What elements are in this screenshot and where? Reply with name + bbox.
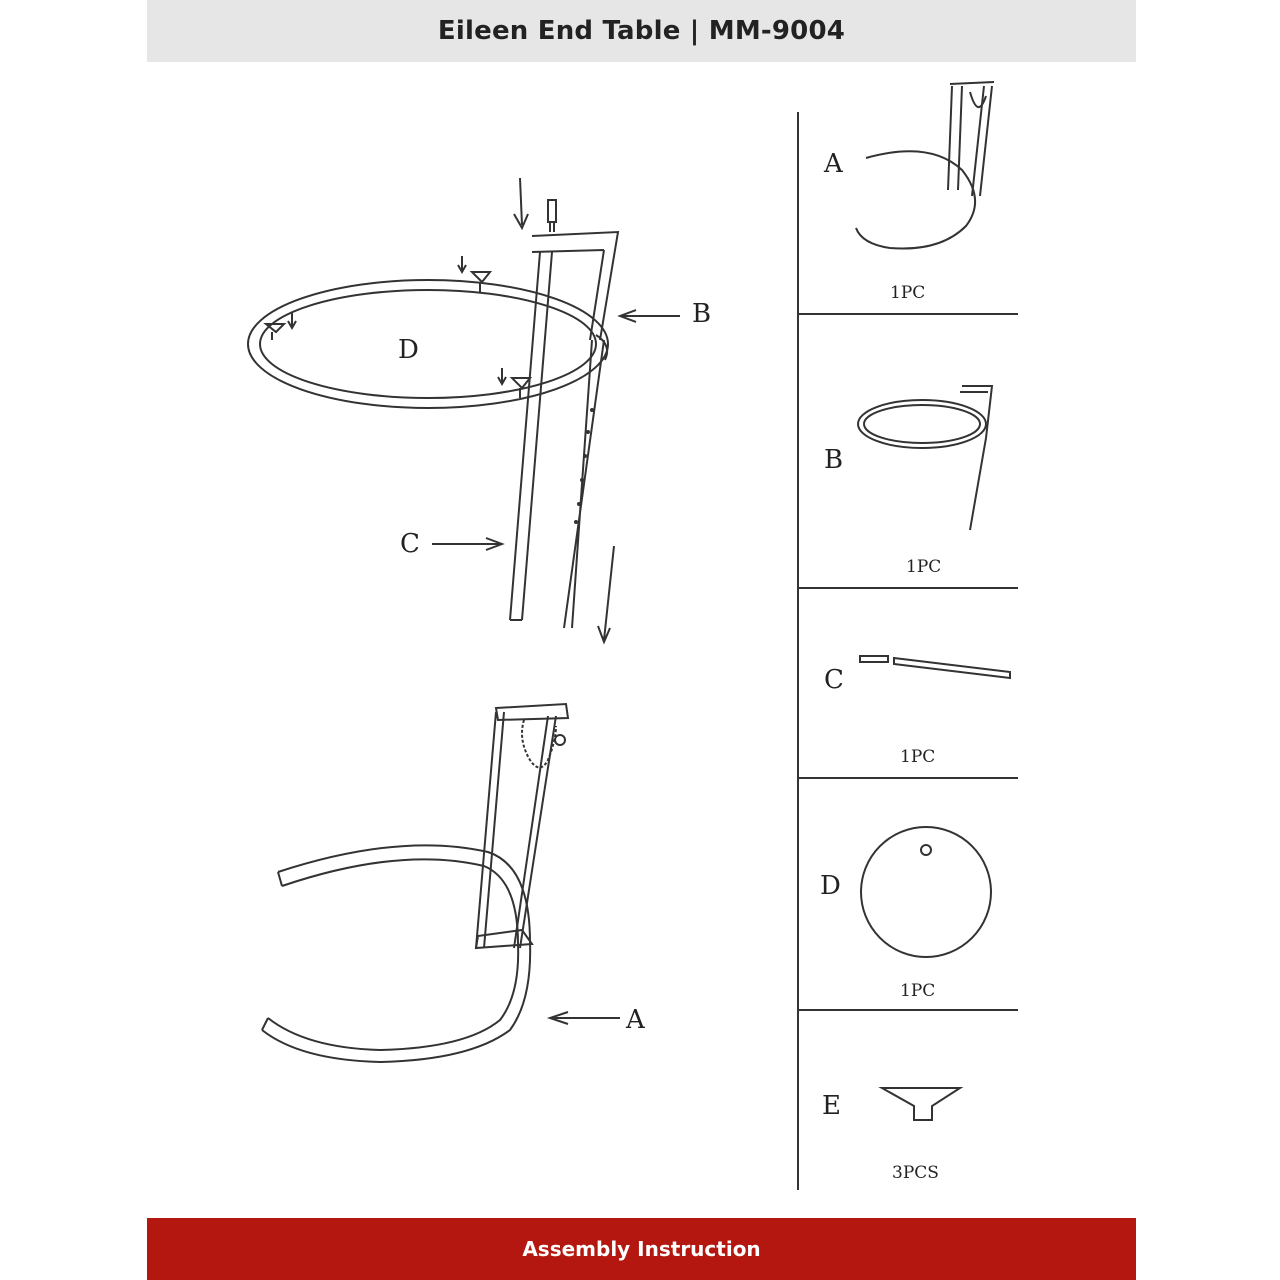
part-e-cup: [882, 1088, 960, 1120]
part-letter: B: [824, 445, 844, 475]
part-qty: 1PC: [890, 283, 926, 303]
down-arrow-icon: [598, 546, 614, 642]
part-b-ring: [858, 400, 986, 448]
part-c-rod: [894, 658, 1010, 678]
parts-list: [798, 82, 1018, 1190]
part-b-ring-inner: [864, 405, 980, 443]
page-title: Eileen End Table | MM-9004: [437, 16, 846, 46]
part-a-arc: [856, 151, 975, 248]
exploded-view: [248, 178, 711, 642]
arrow-to-b-icon: [620, 310, 680, 322]
down-arrow-icon: [458, 256, 466, 272]
footer-bar: [147, 1218, 1136, 1280]
base-arc-ends: [262, 872, 282, 1030]
frame-b-top: [532, 232, 618, 340]
part-letter: C: [824, 665, 844, 695]
part-qty: 3PCS: [892, 1163, 939, 1183]
part-b: [824, 386, 992, 577]
rod-c: [510, 252, 552, 620]
top-bracket: [496, 704, 568, 720]
part-qty: 1PC: [906, 557, 942, 577]
down-arrow-icon: [498, 368, 506, 384]
knob-icon: [555, 735, 565, 745]
part-b-frame: [960, 386, 992, 530]
screw-icon: [548, 200, 556, 232]
label-a: A: [626, 1005, 645, 1035]
part-a-frame: [948, 82, 994, 196]
label-b: B: [692, 299, 712, 329]
part-a: [823, 82, 994, 303]
label-c: C: [400, 529, 420, 559]
part-d: [820, 827, 991, 1001]
ring-d-outer: [248, 280, 608, 408]
part-c: [824, 656, 1010, 767]
down-arrow-icon: [514, 178, 528, 228]
base-assembly: [262, 704, 646, 1062]
label-d: D: [398, 335, 419, 365]
part-qty: 1PC: [900, 981, 936, 1001]
ring-d-inner: [260, 290, 596, 398]
part-qty: 1PC: [900, 747, 936, 767]
cup-e-2: [266, 324, 284, 340]
arrow-to-c-icon: [432, 538, 502, 550]
part-c-bolt: [860, 656, 888, 662]
part-letter: A: [824, 149, 843, 179]
part-d-hole: [921, 845, 931, 855]
arrow-to-a-icon: [550, 1012, 620, 1024]
part-d-glass: [861, 827, 991, 957]
part-letter: E: [822, 1091, 841, 1121]
part-e: [822, 1088, 960, 1183]
part-letter: D: [820, 871, 841, 901]
footer-title: Assembly Instruction: [522, 1237, 761, 1261]
